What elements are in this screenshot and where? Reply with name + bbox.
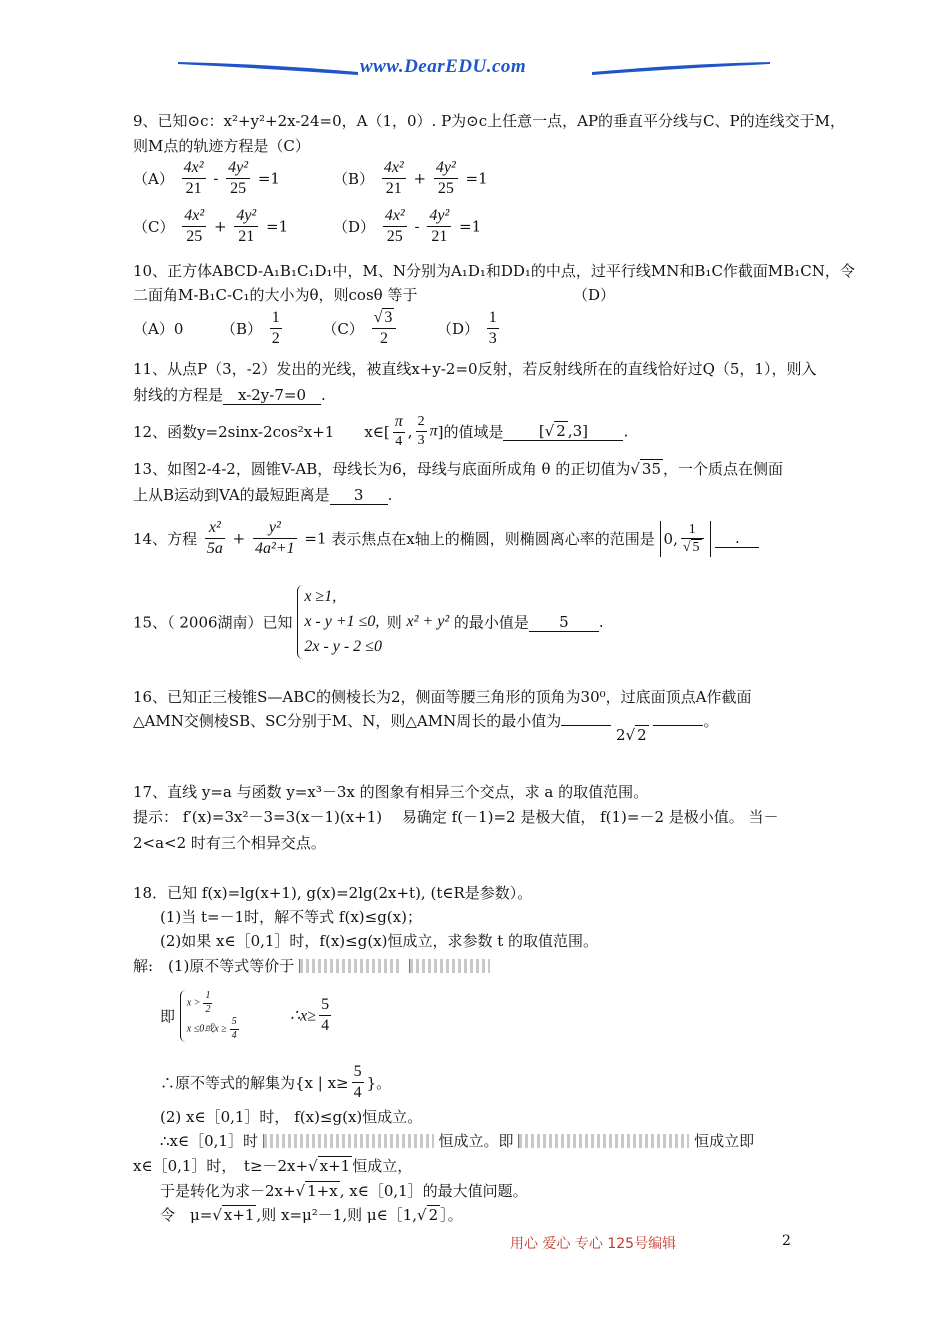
q16-answer: 2√ 2 <box>616 726 647 744</box>
q13-answer: 3 <box>330 486 388 505</box>
q9-option-c: （C） $\frac{\text{4x²}}{25}$ + $\frac{\text{4y²}}{21}$ =1 <box>133 207 289 245</box>
q15-system: x ≥1, x - y +1 ≤0, 2x - y - 2 ≤0 <box>297 585 382 659</box>
q9-line2: 则M点的轨迹方程是（C） <box>133 137 310 155</box>
q17-line2: 提示： f′(x)=3x²－3=3(x－1)(x+1) 易确定 f(－1)=2 是极大值， f(1)=－2 是极小值。 当－ <box>133 808 779 826</box>
header-swoosh-left <box>178 60 358 76</box>
q18-p2d: 令 μ=√ x+1 ,则 x=μ²－1,则 μ∈［1,√ 2 ］。 <box>160 1206 463 1224</box>
q11-line1: 11、从点P（3，-2）发出的光线，被直线x+y-2=0反射，若反射线所在的直线恰好过Q（5，1），则入 <box>133 360 817 378</box>
q18-ji-system: x > $\frac{1}{2}$ x ≤0或x ≥ $\frac{5}{4}$ <box>180 990 242 1042</box>
q18-sol1-system-faded-2 <box>409 959 490 973</box>
q9-option-a: （A） $\frac{\text{4x²}}{21}$ - $\frac{\text{4y²}}{25}$ =1 <box>133 159 280 197</box>
q18-line2: (1)当 t=－1时，解不等式 f(x)≤g(x)； <box>160 908 422 926</box>
q12-answer: [√ 2 ,3] <box>503 422 623 441</box>
q13-line1: 13、如图2-4-2，圆锥V-AB，母线长为6，母线与底面所成角 θ 的正切值为√ 35 ，一个质点在侧面 <box>133 460 784 478</box>
q10-options: （A）0 （B） $\frac{1}{2}$ （C） $\frac{√ 3}{2}$ （D） $\frac{1}{3}$ <box>133 309 497 347</box>
q18-p2a: ∴x∈［0,1］时 恒成立。即 恒成立即 <box>160 1132 755 1150</box>
q18-ji: 即 x > $\frac{1}{2}$ x ≤0或x ≥ $\frac{5}{4}$ <box>160 990 242 1042</box>
q18-line1: 18．已知 f(x)=lg(x+1), g(x)=2lg(2x+t), (t∈R是参数）。 <box>133 884 533 902</box>
q18-line3: (2)如果 x∈［0,1］时，f(x)≤g(x)恒成立，求参数 t 的取值范围。 <box>160 932 599 950</box>
page-number: 2 <box>782 1233 791 1249</box>
q18-solution-set: ∴原不等式的解集为{x | x≥ $\frac{5}{4}$ }。 <box>160 1063 392 1101</box>
q16-line1: 16、已知正三棱锥S—ABC的侧棱长为2，侧面等腰三角形的顶角为30⁰，过底面顶点A作截面 <box>133 688 752 706</box>
q15-line: 15、（ 2006湖南）已知 x ≥1, x - y +1 ≤0, 2x - y - 2 ≤0 则 x² + y² 的最小值是 5 . <box>133 585 604 659</box>
q14-answer-interval: 0, $\frac{1}{√ 5}$ <box>660 521 711 557</box>
q17-line3: 2<a<2 时有三个相异交点。 <box>133 834 326 852</box>
q10-answer: （D） <box>573 286 616 304</box>
header-site-logo: www.DearEDU.com <box>360 56 527 77</box>
q10-line2: 二面角M-B₁C-C₁的大小为θ，则cosθ 等于 <box>133 286 418 304</box>
q18-sol1-system-faded <box>299 959 400 973</box>
q9-option-b: （B） $\frac{\text{4x²}}{21}$ + $\frac{\text{4y²}}{25}$ =1 <box>333 159 488 197</box>
q17-line1: 17、直线 y=a 与函数 y=x³－3x 的图象有相异三个交点，求 a 的取值范围。 <box>133 783 649 801</box>
q15-answer: 5 <box>529 613 599 632</box>
q16-line2: △AMN交侧棱SB、SC分别于M、N，则△AMN周长的最小值为 2√ 2 。 <box>133 712 719 744</box>
q18-p2b: x∈［0,1］时， t≥－2x+√ x+1 恒成立， <box>133 1157 413 1175</box>
q18-therefore1: ∴x≥ $\frac{5}{4}$ <box>290 996 330 1034</box>
q9-line1: 9、已知⊙c：x²+y²+2x-24=0，A（1，0）. P为⊙c上任意一点，AP的垂直平分线与C、P的连线交于M， <box>133 112 845 130</box>
q12-line: 12、函数y=2sinx-2cos²x+1 x∈[ $\frac{\pi}{4}$ , $\frac{2}{3}$ π]的值域是 [√ 2 ,3] . <box>133 413 629 449</box>
q14-line: 14、方程 $\frac{\text{x²}}{5a}$ + $\frac{\text{y²}}{\text{4a²+1}}$ =1 表示焦点在x轴上的椭圆，则椭圆离心率的范围是 0, $\frac{1}{√ 5}$ . <box>133 518 759 559</box>
q11-line2: 射线的方程是 x-2y-7=0 . <box>133 386 326 404</box>
q9-option-d: （D） $\frac{\text{4x²}}{25}$ - $\frac{\text{4y²}}{21}$ =1 <box>333 207 482 245</box>
footer-note: 用心 爱心 专心 125号编辑 <box>510 1236 677 1252</box>
q11-answer: x-2y-7=0 <box>223 386 321 405</box>
header-swoosh-right <box>592 60 770 76</box>
q18-p2c: 于是转化为求－2x+√ 1+x , x∈［0,1］的最大值问题。 <box>160 1182 528 1200</box>
q18-p2a-faded-2 <box>518 1134 689 1148</box>
q18-p2a-faded <box>263 1134 434 1148</box>
q18-sol1: 解: (1)原不等式等价于 <box>133 955 490 976</box>
q18-part2: (2) x∈［0,1］时， f(x)≤g(x)恒成立。 <box>160 1108 423 1126</box>
q13-line2: 上从B运动到VA的最短距离是 3 . <box>133 486 393 504</box>
q10-line1: 10、正方体ABCD-A₁B₁C₁D₁中，M、N分别为A₁D₁和DD₁的中点，过平行线MN和B₁C作截面MB₁CN，令 <box>133 262 855 280</box>
